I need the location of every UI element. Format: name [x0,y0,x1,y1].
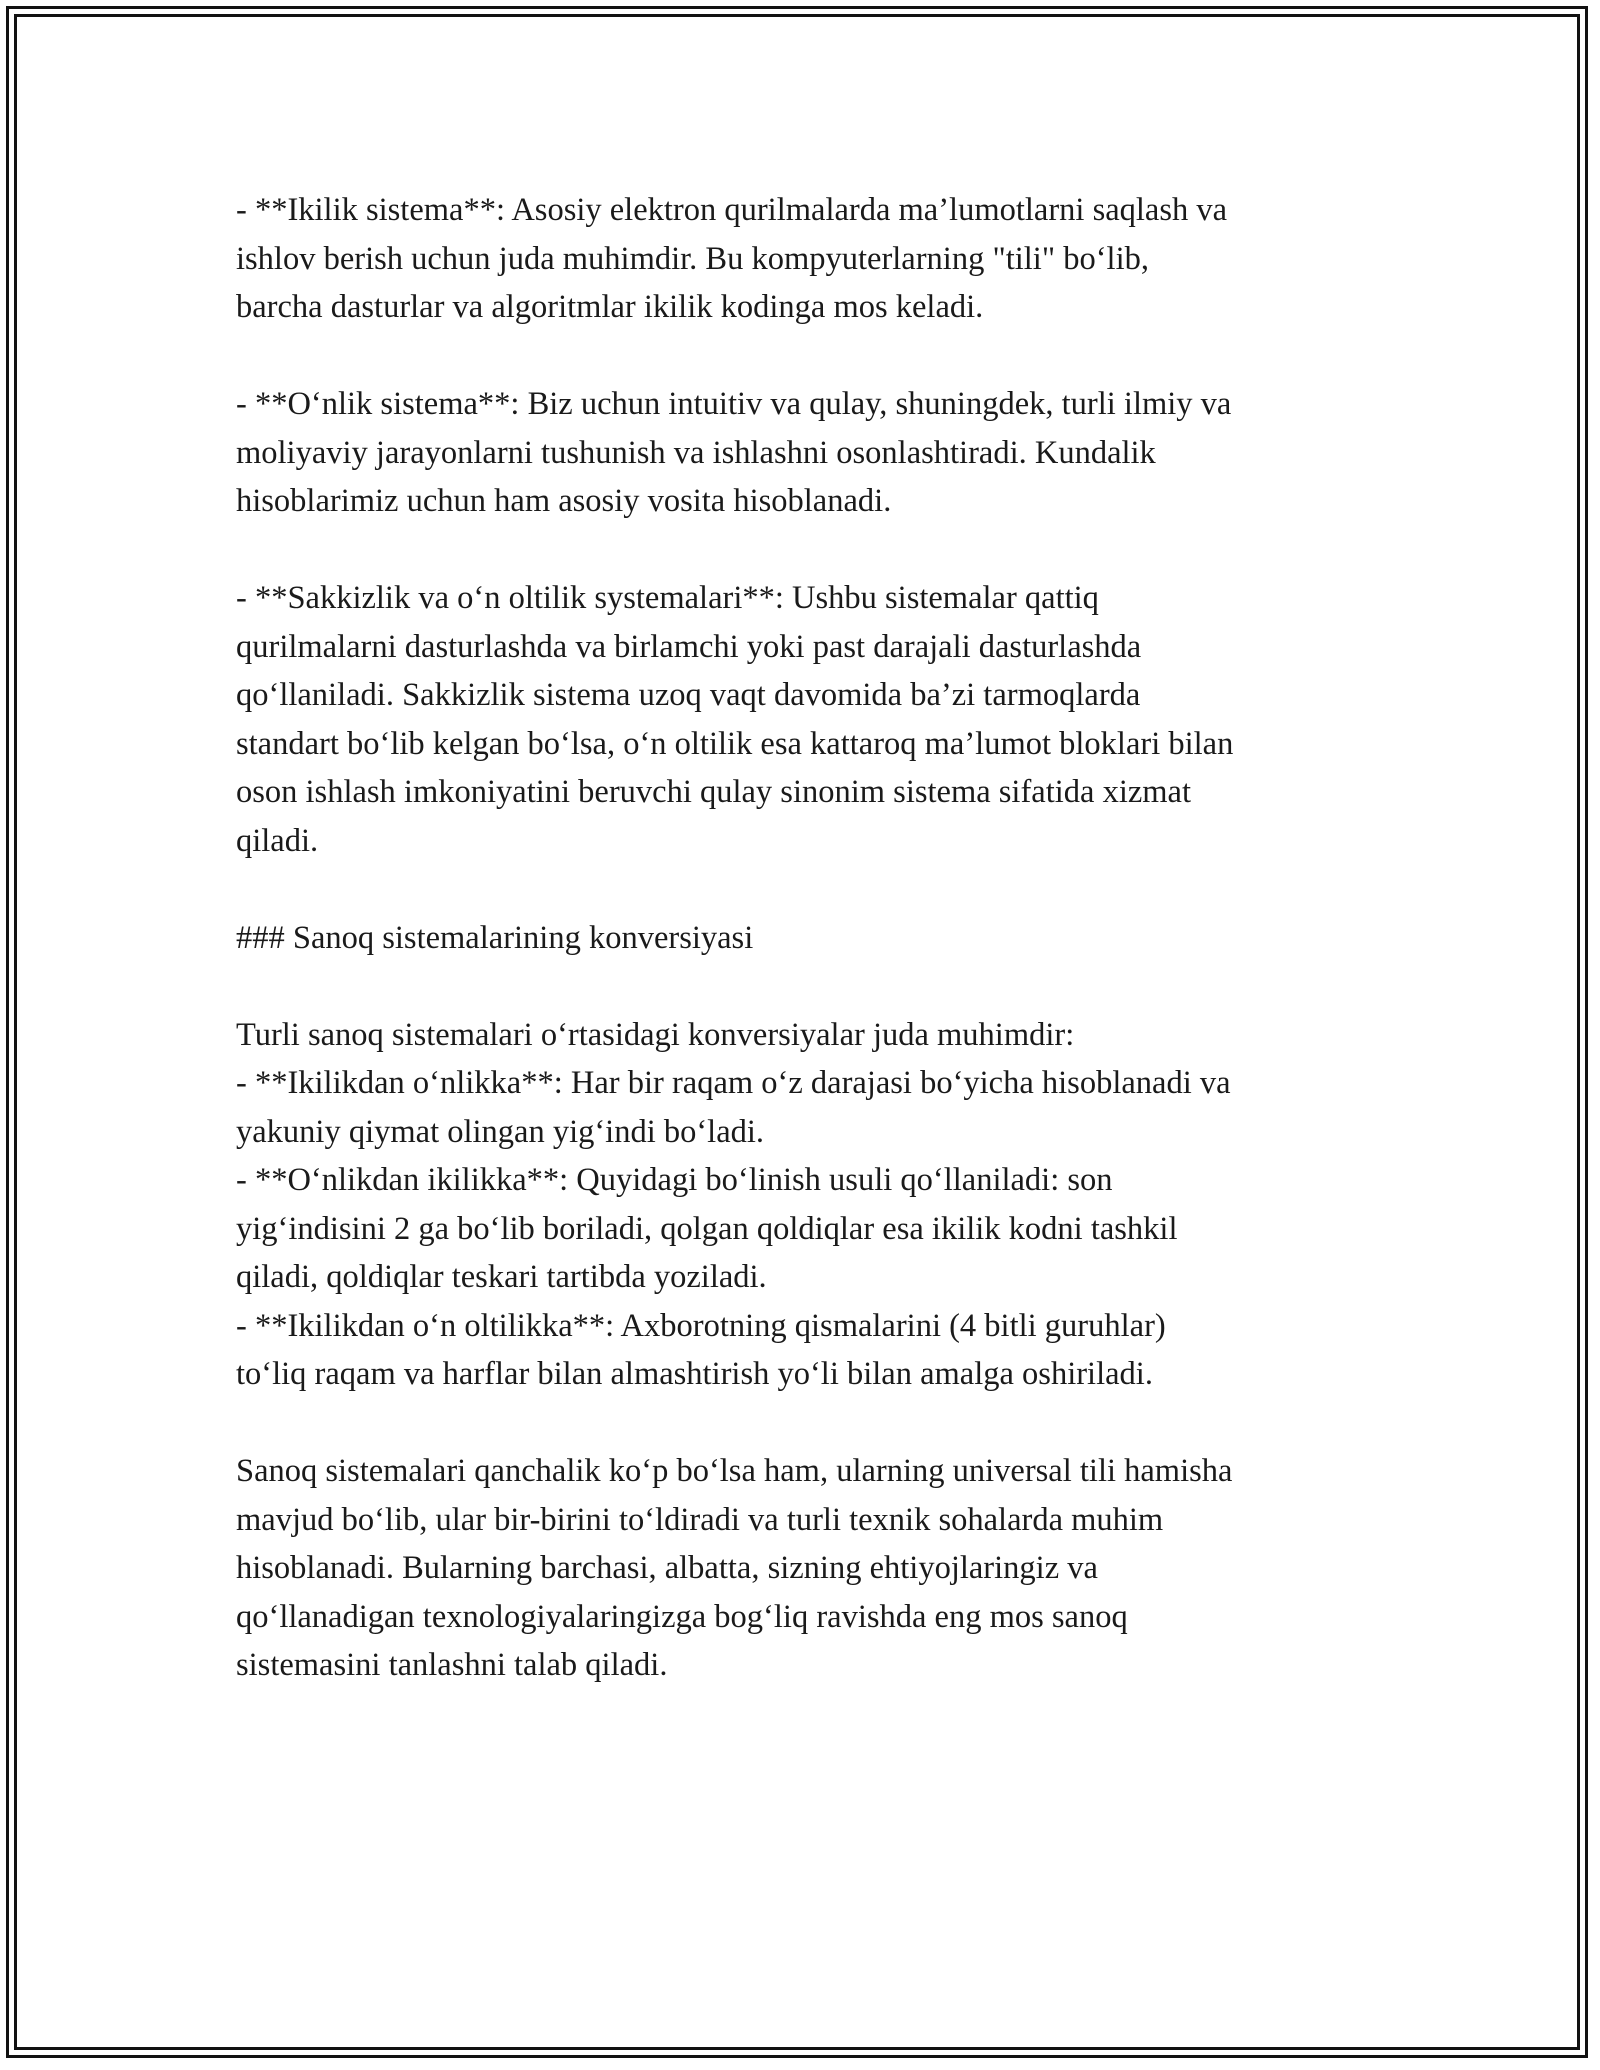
text-line: yakuniy qiymat olingan yig‘indi bo‘ladi. [236,1113,765,1150]
text-line: ishlov berish uchun juda muhimdir. Bu kompyuterlarning "tili" bo‘lib, [236,240,1149,277]
paragraph-gap [236,865,1376,914]
text-line: yig‘indisini 2 ga bo‘lib boriladi, qolgan qoldiqlar esa ikilik kodni tashkil [236,1210,1178,1247]
text-line: sistemasini tanlashni talab qiladi. [236,1647,668,1683]
paragraph-conversions [236,1011,1376,1399]
text-line: barcha dasturlar va algoritmlar ikilik kodinga mos keladi. [236,289,984,325]
text-line: to‘liq raqam va harflar bilan almashtirish yo‘li bilan amalga oshiriladi. [236,1356,1153,1392]
text-line: hisoblanadi. Bularning barchasi, albatta, sizning ehtiyojlaringiz va [236,1550,1098,1586]
paragraph-octal-hex-systems [236,574,1376,865]
text-line: hisoblarimiz uchun ham asosiy vosita hisoblanadi. [236,483,892,519]
paragraph-gap [236,332,1376,381]
document-body [236,186,1376,1690]
text-line: - **Ikilikdan o‘nlikka**: Har bir raqam o‘z darajasi bo‘yicha hisoblanadi va [236,1065,1231,1101]
paragraph-gap [236,1399,1376,1448]
paragraph-gap [236,526,1376,575]
text-line: standart bo‘lib kelgan bo‘lsa, o‘n oltilik esa kattaroq ma’lumot bloklari bilan [236,725,1234,762]
text-line: qiladi. [236,822,319,859]
text-line: qiladi, qoldiqlar teskari tartibda yoziladi. [236,1259,767,1295]
text-line: mavjud bo‘lib, ular bir-birini to‘ldiradi va turli texnik sohalarda muhim [236,1501,1164,1538]
text-line: Turli sanoq sistemalari o‘rtasidagi konversiyalar juda muhimdir: [236,1016,1075,1053]
text-line: - **Ikilikdan o‘n oltilikka**: Axborotning qismalarini (4 bitli guruhlar) [236,1307,1166,1344]
text-line: oson ishlash imkoniyatini beruvchi qulay sinonim sistema sifatida xizmat [236,774,1192,810]
paragraph-conclusion [236,1447,1376,1690]
paragraph-decimal-system [236,380,1376,526]
text-line: - **O‘nlikdan ikilikka**: Quyidagi bo‘linish usuli qo‘llaniladi: son [236,1162,1113,1198]
text-line: moliyaviy jarayonlarni tushunish va ishlashni osonlashtiradi. Kundalik [236,434,1156,471]
text-line: - **Ikilik sistema**: Asosiy elektron qurilmalarda ma’lumotlarni saqlash va [236,192,1228,228]
text-line: Sanoq sistemalari qanchalik ko‘p bo‘lsa ham, ularning universal tili hamisha [236,1453,1233,1489]
text-line: qurilmalarni dasturlashda va birlamchi yoki past darajali dasturlashda [236,628,1142,665]
section-heading [236,914,1376,963]
text-line: - **O‘nlik sistema**: Biz uchun intuitiv va qulay, shuningdek, turli ilmiy va [236,386,1232,422]
paragraph-gap [236,962,1376,1011]
paragraph-binary-system [236,186,1376,332]
text-line: qo‘llaniladi. Sakkizlik sistema uzoq vaqt davomida ba’zi tarmoqlarda [236,677,1141,713]
text-line: qo‘llanadigan texnologiyalaringizga bog‘liq ravishda eng mos sanoq [236,1598,1128,1635]
text-line: - **Sakkizlik va o‘n oltilik systemalari**: Ushbu sistemalar qattiq [236,580,1099,616]
heading-line: ### Sanoq sistemalarining konversiyasi [236,919,754,956]
